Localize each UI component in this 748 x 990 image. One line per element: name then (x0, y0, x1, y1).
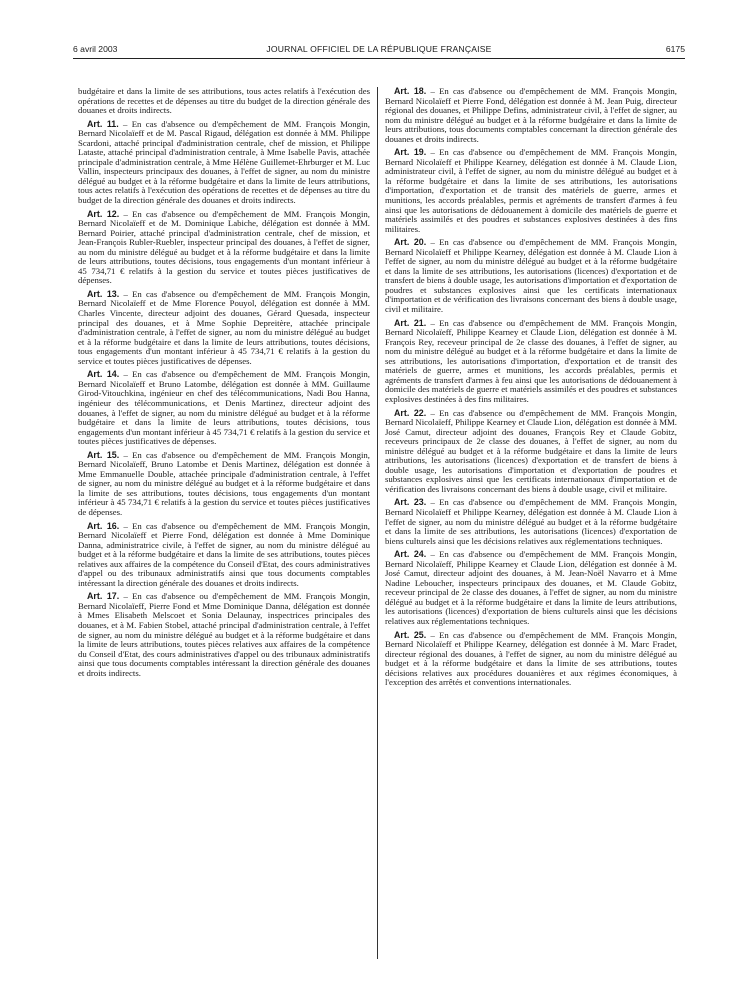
article-text: – En cas d'absence ou d'empêchement de MM. François Mongin, Bernard Nicolaïeff, Bruno Latombe et Denis Martinez, délégation est donnée à Mme Emmanuelle Double, attachée principale d'administration centrale, à l'effet de signer, au nom du ministre délégué au budget et à la réforme budgétaire et dans la limite de ses attributions, toutes décisions, tous engagements d'un montant inférieur à 45 734,71 € relatifs à la gestion du service et toutes pièces justificatives de dépenses. (78, 449, 370, 517)
journal-title: JOURNAL OFFICIEL DE LA RÉPUBLIQUE FRANÇAISE (266, 44, 492, 54)
article-number: Art. 21. (394, 317, 427, 328)
article-text: – En cas d'absence ou d'empêchement de MM. François Mongin, Bernard Nicolaïeff et Philippe Kearney, délégation est donnée à M. Claude Lion à l'effet de signer, au nom du ministre délégué au budget et à la réforme budgétaire et dans la limite de ses attributions, les autorisations (licences) d'exportation de biens culturels ainsi que les décisions relatives aux réglementations techniques. (385, 497, 677, 546)
article-text: – En cas d'absence ou d'empêchement de MM. François Mongin, Bernard Nicolaïeff, Philippe Kearney et Claude Lion, délégation est donnée à M. José Camut, directeur adjoint des douanes, à M. Jean-Noël Navarro et à Mme Nadine Leboucher, inspecteurs principaux des douanes, et M. Claude Gobitz, receveur principal de 2e classe des douanes, à l'effet de signer, au nom du ministre délégué au budget et à la réforme budgétaire et dans la limite de leurs attributions, les autorisations (licences) d'exportation de biens culturels ainsi que les décisions relatives aux réglementations techniques. (385, 549, 677, 626)
article-12 (78, 210, 370, 286)
article-number: Art. 25. (394, 629, 427, 640)
article-number: Art. 11. (87, 118, 119, 129)
issue-date: 6 avril 2003 (73, 44, 118, 54)
page-header (73, 44, 685, 58)
article-17 (78, 592, 370, 678)
left-column (78, 87, 370, 682)
article-text: – En cas d'absence ou d'empêchement de MM. François Mongin, Bernard Nicolaïeff, Philippe Kearney et Claude Lion, délégation est donnée à MM. José Camut, directeur adjoint des douanes, François Rey et Claude Gobitz, receveurs principaux de 2e classe des douanes, à l'effet de signer, au nom du ministre délégué au budget et à la réforme budgétaire et dans la limite de leurs attributions, les autorisations (licences) d'exportation et de transfert de biens à double usage, les autorisations d'importation et d'exportation de poudres et substances explosives ainsi que les certificats internationaux d'importation et de vérification des livraisons concernant des biens à double usage, civil et militaire. (385, 407, 677, 494)
paragraph (78, 87, 370, 116)
article-text: – En cas d'absence ou d'empêchement de MM. François Mongin, Bernard Nicolaïeff et de M. Dominique Labiche, délégation est donnée à MM. Bernard Poirier, attaché principal d'administration centrale, chef de mission, et Jean-François Rubler-Ruebler, inspecteur principal des douanes, à l'effet de signer, au nom du ministre délégué au budget et à la réforme budgétaire et dans la limite de leurs attributions, toutes décisions, tous engagements d'un montant inférieur à 45 734,71 € relatifs à la gestion du service et toutes pièces justificatives de dépenses. (78, 208, 370, 286)
article-25 (385, 631, 677, 688)
article-number: Art. 20. (394, 237, 427, 248)
article-text: – En cas d'absence ou d'empêchement de MM. François Mongin, Bernard Nicolaïeff et Philippe Kearney, délégation est donnée à M. Marc Fradet, directeur régional des douanes, à l'effet de signer, au nom du ministre délégué au budget et à la réforme budgétaire et dans la limite de ses attributions, toutes décisions relatives aux procédures douanières et aux régimes économiques, à l'exception des arrêtés et conventions internationales. (385, 629, 677, 688)
article-number: Art. 18. (394, 86, 427, 96)
article-number: Art. 16. (87, 520, 120, 531)
article-number: Art. 22. (394, 407, 427, 418)
article-number: Art. 14. (87, 369, 120, 380)
article-20 (385, 238, 677, 314)
article-number: Art. 23. (394, 497, 427, 508)
article-11 (78, 120, 370, 206)
header-rule (73, 58, 685, 59)
article-18 (385, 87, 677, 144)
article-24 (385, 550, 677, 626)
article-number: Art. 15. (87, 449, 120, 460)
article-text: – En cas d'absence ou d'empêchement de MM. François Mongin, Bernard Nicolaïeff, Pierre Fond et Mme Dominique Danna, délégation est donnée à Mmes Elisabeth Melscoet et Sonia Delaunay, inspectrices principales des douanes, et à M. Fabien Stobel, attaché principal d'administration centrale, à l'effet de signer, au nom du ministre délégué au budget et à la réforme budgétaire et dans la limite de leurs attributions, toutes pièces relatives aux affaires de la compétence du Conseil d'Etat, des cours administratives d'appel ou des tribunaux administratifs ainsi que tous documents comptables intéressant la direction générale des douanes et droits indirects. (78, 591, 370, 678)
article-14 (78, 370, 370, 446)
page-number: 6175 (665, 44, 685, 54)
right-column (385, 87, 677, 692)
article-text: – En cas d'absence ou d'empêchement de MM. François Mongin, Bernard Nicolaïeff et Philippe Kearney, délégation est donnée à M. Claude Lion, administrateur civil, à l'effet de signer, au nom du ministre délégué au budget et à la réforme budgétaire et dans la limite de ses attributions, les autorisations d'importation, d'exportation et de transit des matériels de guerre, armes et munitions, les accords préalables, permis et agréments de transfert d'armes à feu ainsi que les autorisations de dédouanement à domicile des matériels de guerre et matériels assimilés et des poudres et substances explosives destinées à des fins militaires. (385, 147, 677, 234)
column-divider (377, 87, 378, 959)
paragraph-text: budgétaire et dans la limite de ses attributions, tous actes relatifs à l'exécution des opérations de recettes et de dépenses au titre du budget de la direction générale des douanes et droits indirects. (78, 86, 370, 116)
article-text: – En cas d'absence ou d'empêchement de MM. François Mongin, Bernard Nicolaïeff et Pierre Fond, délégation est donnée à M. Jean Puig, directeur régional des douanes, et Philippe Defins, administrateur civil, à l'effet de signer, au nom du ministre délégué au budget et à la réforme budgétaire et dans la limite de leurs attributions, tous documents comptables concernant la direction générale des douanes et droits indirects. (385, 86, 677, 144)
article-text: – En cas d'absence ou d'empêchement de MM. François Mongin, Bernard Nicolaïeff et de Mme Florence Pouyol, délégation est donnée à MM. Charles Vincente, directeur adjoint des douanes, Gérard Quesada, inspecteur principal des douanes, et à Mme Sophie Depreitère, attachée principale d'administration centrale, à l'effet de signer, au nom du ministre délégué au budget et à la réforme budgétaire et dans la limite de leurs attributions, toutes décisions, tous engagements d'un montant inférieur à 45 734,71 € relatifs à la gestion du service et toutes pièces justificatives de dépenses. (78, 288, 370, 366)
article-22 (385, 409, 677, 495)
article-text: – En cas d'absence ou d'empêchement de MM. François Mongin, Bernard Nicolaïeff et Bruno Latombe, délégation est donnée à MM. Guillaume Girod-Vitouchkina, ingénieur en chef des télécommunications, Nadi Bou Hanna, ingénieur des télécommunications, et Denis Martinez, directeur adjoint des douanes, à l'effet de signer, au nom du ministre délégué au budget et à la réforme budgétaire et dans la limite de leurs attributions, toutes décisions, tous engagements d'un montant inférieur à 45 734,71 € relatifs à la gestion du service et toutes pièces justificatives de dépenses. (78, 369, 370, 447)
article-15 (78, 451, 370, 518)
article-text: – En cas d'absence ou d'empêchement de MM. François Mongin, Bernard Nicolaïeff et Philippe Kearney, délégation est donnée à M. Claude Lion à l'effet de signer, au nom du ministre délégué au budget et à la réforme budgétaire et dans la limite de ses attributions, les autorisations (licences) d'exportation et de transfert de biens à double usage, les autorisations d'importation et d'exportation de poudres et substances explosives ainsi que les certificats internationaux d'importation et de vérification des livraisons concernant des biens à double usage, civil et militaire. (385, 237, 677, 315)
article-text: – En cas d'absence ou d'empêchement de MM. François Mongin, Bernard Nicolaïeff, Philippe Kearney et Claude Lion, délégation est donnée à M. François Rey, receveur principal de 2e classe des douanes, à l'effet de signer, au nom du ministre délégué au budget et à la réforme budgétaire et dans la limite de ses attributions, les autorisations d'importation, d'exportation et de transit des matériels de guerre, armes et munitions, les accords préalables, permis et agréments de transfert d'armes à feu ainsi que les autorisations de dédouanement à domicile des matériels de guerre et matériels assimilés et des poudres et substances explosives destinées à des fins militaires. (385, 317, 677, 404)
article-19 (385, 148, 677, 234)
article-number: Art. 13. (87, 288, 120, 299)
article-13 (78, 290, 370, 366)
article-number: Art. 17. (87, 591, 120, 602)
article-23 (385, 498, 677, 546)
article-21 (385, 319, 677, 405)
article-text: – En cas d'absence ou d'empêchement de MM. François Mongin, Bernard Nicolaïeff et de M. Pascal Rigaud, délégation est donnée à MM. Philippe Scardoni, attaché principal d'administration centrale, chef de mission, et Philippe Lataste, attaché principal d'administration centrale, à Mme Isabelle Pavis, attachée principale d'administration centrale, à Mme Hélène Guillemet-Ehrburger et M. Luc Vallin, inspecteurs principaux des douanes, à l'effet de signer, au nom du ministre délégué au budget et à la réforme budgétaire et dans la limite de leurs attributions, tous actes relatifs à l'exécution des opérations de recettes et de dépenses au titre du budget de la direction générale des douanes et droits indirects. (78, 118, 370, 206)
article-number: Art. 19. (394, 147, 427, 158)
article-number: Art. 12. (87, 208, 120, 219)
article-number: Art. 24. (394, 549, 427, 560)
article-text: – En cas d'absence ou d'empêchement de MM. François Mongin, Bernard Nicolaïeff et Pierre Fond, délégation est donnée à Mme Dominique Danna, administratrice civile, à l'effet de signer, au nom du ministre délégué au budget et à la réforme budgétaire et dans la limite de ses attributions, toutes pièces relatives aux affaires de la compétence du Conseil d'Etat, des cours administratives d'appel ou des tribunaux administratifs ainsi que tous documents comptables intéressant la direction générale des douanes et droits indirects. (78, 520, 370, 588)
article-16 (78, 522, 370, 589)
